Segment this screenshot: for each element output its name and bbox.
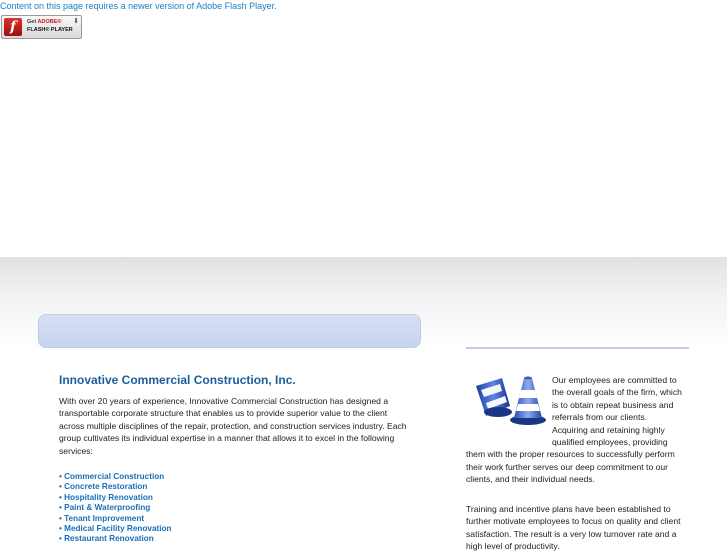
training-paragraph: Training and incentive plans have been established to further motivate employees to focus on quality and client satisfaction. The result is a very low turnover rate and a high level of productivity.: [466, 504, 681, 552]
flash-badge-get-label: Get ADOBE®: [27, 19, 62, 25]
service-item[interactable]: • Paint & Waterproofing: [59, 503, 151, 513]
company-title: Innovative Commercial Construction, Inc.: [59, 373, 296, 387]
flash-logo-icon: f: [4, 18, 22, 36]
download-arrow-icon: ⬇: [73, 18, 79, 25]
service-item[interactable]: • Commercial Construction: [59, 472, 165, 481]
sidebar-divider: [466, 347, 689, 349]
service-item[interactable]: • Medical Facility Renovation: [59, 524, 172, 534]
flash-badge-player-label: FLASH® PLAYER: [27, 27, 73, 33]
service-item[interactable]: • Restaurant Renovation: [59, 534, 154, 544]
service-item[interactable]: • Tenant Improvement: [59, 513, 145, 523]
service-item[interactable]: • Concrete Restoration: [59, 482, 148, 492]
flash-upgrade-link[interactable]: Content on this page requires a newer version of Adobe Flash Player.: [0, 1, 277, 11]
services-list: [59, 472, 172, 545]
intro-paragraph: With over 20 years of experience, Innovative Commercial Construction has designed a transportable corporate structure that enables us to provide superior value to the client across multiple disciplines of the repair, protection, and construction services industry. Each group cultivates its individual expertise in a manner that allows it to excel in the following services:: [59, 396, 407, 456]
employees-paragraph: Our employees are committed to the overall goals of the firm, which is to obtain repeat business and referrals from our clients. Acquiring and retaining highly qualified employees, providing them with the proper resources to successfully perform their work further serves our deep commitment to our clients, and their individual needs.: [466, 375, 682, 485]
get-flash-player-button[interactable]: [1, 15, 82, 39]
header-pill-bar: [38, 314, 421, 348]
service-item[interactable]: • Hospitality Renovation: [59, 492, 153, 502]
